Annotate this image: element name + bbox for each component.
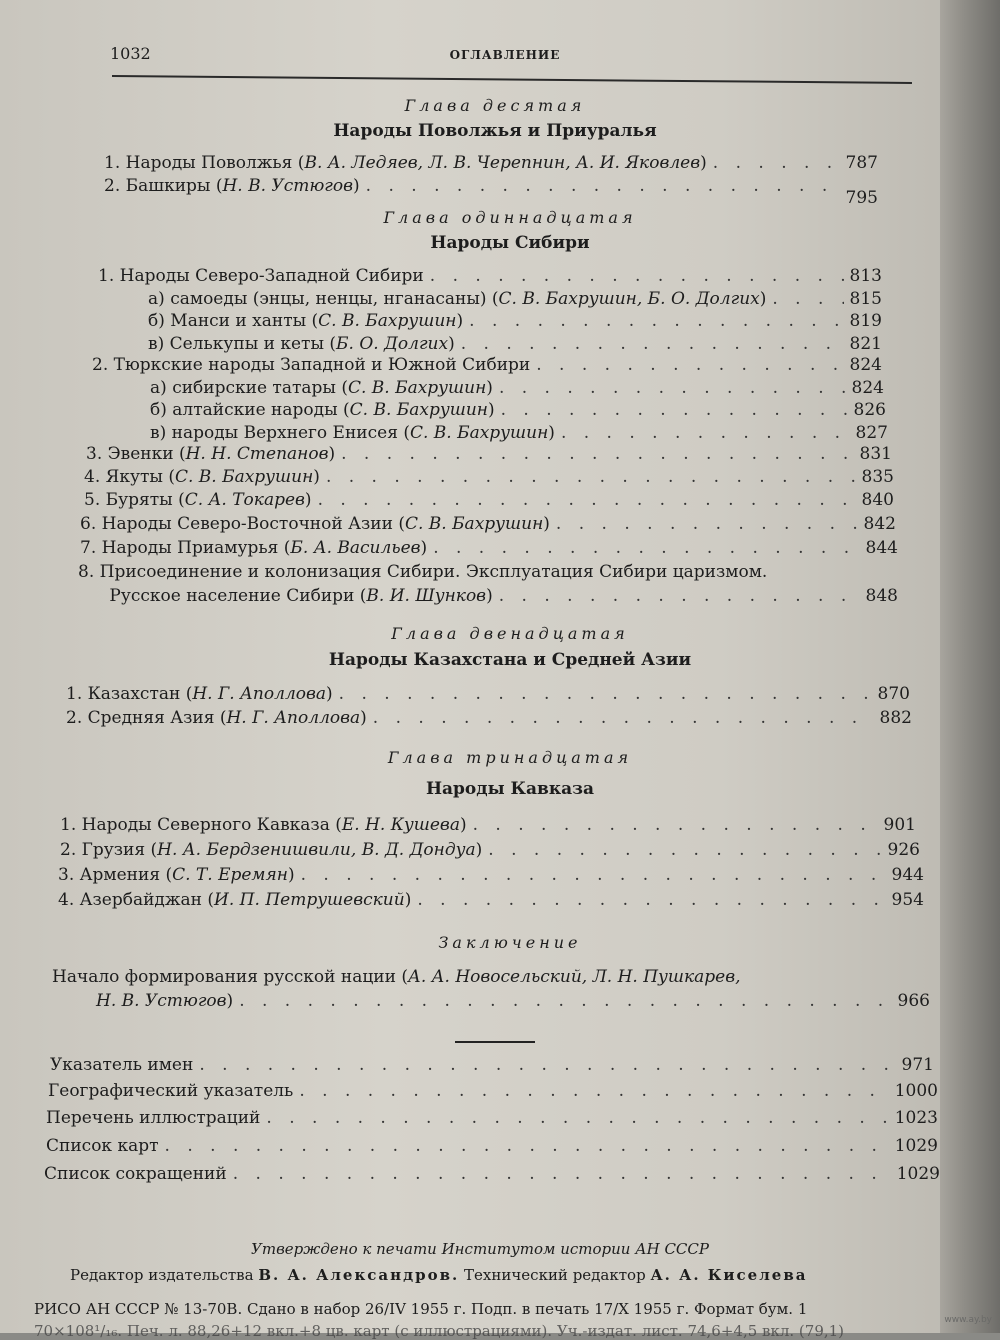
chapter-label: Заключение (300, 933, 720, 952)
entry-number: 3. (86, 444, 102, 464)
entry-paren: ) (760, 289, 767, 309)
entry-number: 4. (58, 890, 74, 910)
entry-paren: ) (543, 514, 550, 534)
chapter-label: Глава десятая (300, 96, 690, 115)
entry-title: самоеды (энцы, ненцы, нганасаны) ( (170, 289, 498, 309)
leader-dots (301, 865, 886, 885)
entry-title: Армения ( (80, 865, 172, 885)
toc-entry (150, 400, 886, 422)
entry-paren: ) (313, 467, 320, 487)
entry-title: Народы Поволжья ( (126, 153, 305, 173)
entry-title: Присоединение и колонизация Сибири. Эксплуатация Сибири царизмом. (100, 562, 768, 582)
toc-entry (84, 490, 894, 512)
entry-author: Б. О. Долгих (336, 334, 448, 354)
entry-number: 5. (84, 490, 100, 510)
entry-author: Н. Г. Аполлова (226, 708, 360, 728)
entry-author: С. В. Бахрушин (410, 423, 548, 443)
toc-entry (84, 467, 894, 489)
toc-entry (86, 444, 892, 466)
entry-paren: ) (360, 708, 367, 728)
toc-entry (66, 684, 910, 706)
leader-dots (501, 400, 848, 420)
toc-entry (104, 153, 878, 175)
leader-dots (341, 444, 853, 464)
leader-dots (239, 991, 891, 1011)
entry-title: Тюркские народы Западной и Южной Сибири (114, 355, 531, 375)
entry-paren: ) (548, 423, 555, 443)
leader-dots (339, 684, 872, 704)
toc-entry (80, 514, 896, 536)
leader-dots (461, 334, 844, 354)
entry-page: 1000 (895, 1081, 938, 1101)
leader-dots (536, 355, 843, 375)
entry-author: С. В. Бахрушин (405, 514, 543, 534)
entry-author: С. А. Токарев (185, 490, 305, 510)
entry-title: Народы Северо-Западной Сибири (120, 266, 424, 286)
toc-entry (92, 355, 882, 377)
index-entry (46, 1108, 938, 1130)
index-title: Список карт (46, 1136, 159, 1156)
leader-dots (430, 266, 844, 286)
entry-number: 6. (80, 514, 96, 534)
entry-paren: ) (486, 378, 493, 398)
entry-page: 795 (846, 188, 878, 208)
entry-title: Селькупы и кеты ( (170, 334, 336, 354)
entry-paren: ) (476, 840, 483, 860)
leader-dots (499, 586, 860, 606)
imprint-line-2: 70×108¹/₁₆. Печ. л. 88,26+12 вкл.+8 цв. карт (с иллюстрациями). Уч.-издат. лист. 74,6+4,5 вкл. (79,1) (34, 1322, 844, 1340)
section-divider (455, 1041, 535, 1043)
entry-page: 787 (846, 153, 878, 173)
chapter-title: Народы Поволжья и Приуралья (300, 121, 690, 141)
entry-number: в) (150, 423, 166, 443)
entry-page: 815 (850, 289, 882, 309)
conclusion-author: Н. В. Устюгов (96, 991, 227, 1011)
entry-number: 1. (66, 684, 82, 704)
entry-number: 2. (66, 708, 82, 728)
entry-page: 827 (856, 423, 888, 443)
editor-name: В. А. Александров. (258, 1266, 459, 1284)
tech-editor-prefix: Технический редактор (464, 1266, 646, 1284)
leader-dots (165, 1136, 889, 1156)
entry-number: в) (148, 334, 164, 354)
toc-entry (66, 708, 912, 730)
entry-author: С. В. Бахрушин (350, 400, 488, 420)
entry-page: 1029 (897, 1164, 940, 1184)
imprint-line: РИСО АН СССР № 13-70В. Сдано в набор 26/IV 1955 г. Подп. в печать 17/X 1955 г. Формат бум. 1 (34, 1300, 807, 1318)
leader-dots (299, 1081, 888, 1101)
entry-paren: ) (326, 684, 333, 704)
entry-paren: ) (457, 311, 464, 331)
entry-number: 4. (84, 467, 100, 487)
chapter-label: Глава тринадцатая (300, 748, 720, 767)
entry-author: И. П. Петрушевский (214, 890, 405, 910)
index-title: Географический указатель (48, 1081, 293, 1101)
entry-number: б) (148, 311, 165, 331)
toc-entry (60, 815, 916, 837)
conclusion-line-2 (96, 991, 930, 1013)
entry-paren: ) (421, 538, 428, 558)
index-title: Список сокращений (44, 1164, 227, 1184)
chapter-label: Глава одиннадцатая (300, 208, 720, 227)
running-head-title: ОГЛАВЛЕНИЕ (110, 48, 900, 62)
entry-paren: ) (700, 153, 707, 173)
entry-page: 821 (850, 334, 882, 354)
toc-entry (78, 562, 898, 584)
entry-title: Средняя Азия ( (88, 708, 227, 728)
entry-title: Буряты ( (106, 490, 185, 510)
index-entry (50, 1055, 934, 1077)
toc-entry (150, 423, 888, 445)
leader-dots (713, 153, 840, 173)
page-edge-shadow (940, 0, 1000, 1333)
watermark: www.ay.by (944, 1315, 992, 1325)
entry-paren: ) (305, 490, 312, 510)
entry-number: а) (148, 289, 165, 309)
entry-page: 882 (880, 708, 912, 728)
leader-dots (469, 311, 843, 331)
entry-page: 824 (852, 378, 884, 398)
entry-title: Русское население Сибири ( (109, 586, 366, 606)
entry-paren: ) (448, 334, 455, 354)
entry-title: алтайские народы ( (172, 400, 349, 420)
chapter-title: Народы Казахстана и Средней Азии (270, 650, 750, 670)
entry-title: Народы Северного Кавказа ( (82, 815, 342, 835)
entry-number: а) (150, 378, 167, 398)
entry-page: 844 (866, 538, 898, 558)
entry-page: 1029 (895, 1136, 938, 1156)
leader-dots (318, 490, 856, 510)
toc-entry (104, 176, 878, 198)
entry-author: С. В. Бахрушин (175, 467, 313, 487)
entry-page: 813 (850, 266, 882, 286)
entry-number: 2. (92, 355, 108, 375)
conclusion-title: Начало формирования русской нации ( (52, 967, 408, 987)
index-entry (44, 1164, 940, 1186)
entry-paren: ) (328, 444, 335, 464)
entry-paren: ) (460, 815, 467, 835)
toc-entry (148, 289, 882, 311)
conclusion-line-1 (52, 967, 741, 987)
toc-entry (60, 840, 920, 862)
leader-dots (561, 423, 850, 443)
entry-number: б) (150, 400, 167, 420)
entry-number: 7. (80, 538, 96, 558)
entry-page: 842 (864, 514, 896, 534)
leader-dots (417, 890, 885, 910)
leader-dots (488, 840, 881, 860)
entry-page: 831 (860, 444, 892, 464)
entry-author: В. А. Ледяев, Л. В. Черепнин, А. И. Яковлев (304, 153, 700, 173)
leader-dots (233, 1164, 891, 1184)
entry-page: 870 (878, 684, 910, 704)
entry-title: Азербайджан ( (80, 890, 214, 910)
entry-paren: ) (486, 586, 493, 606)
entry-paren: ) (227, 991, 234, 1011)
entry-page: 848 (866, 586, 898, 606)
entry-paren: ) (405, 890, 412, 910)
entry-author: Б. А. Васильев (290, 538, 420, 558)
running-head (110, 44, 900, 70)
chapter-title: Народы Кавказа (300, 779, 720, 799)
entry-paren: ) (488, 400, 495, 420)
entry-author: С. В. Бахрушин, Б. О. Долгих (499, 289, 760, 309)
chapter-title: Народы Сибири (300, 233, 720, 253)
entry-page: 819 (850, 311, 882, 331)
editor-prefix: Редактор издательства (70, 1266, 254, 1284)
entry-page: 835 (862, 467, 894, 487)
page-number: 1032 (110, 44, 151, 63)
entry-author: С. Т. Еремян (172, 865, 288, 885)
leader-dots (556, 514, 858, 534)
entry-paren: ) (288, 865, 295, 885)
entry-page: 824 (850, 355, 882, 375)
entry-number: 1. (104, 153, 120, 173)
leader-dots (199, 1055, 895, 1075)
toc-entry (150, 378, 884, 400)
entry-title: сибирские татары ( (172, 378, 348, 398)
entry-page: 901 (884, 815, 916, 835)
entry-title: Эвенки ( (108, 444, 186, 464)
entry-author: Н. Н. Степанов (186, 444, 329, 464)
entry-author: В. И. Шунков (366, 586, 486, 606)
entry-page: 840 (862, 490, 894, 510)
entry-author: С. В. Бахрушин (348, 378, 486, 398)
entry-page: 954 (892, 890, 924, 910)
leader-dots (266, 1108, 888, 1128)
entry-number: 1. (60, 815, 76, 835)
entry-number: 2. (60, 840, 76, 860)
conclusion-authors: А. А. Новосельский, Л. Н. Пушкарев, (408, 967, 741, 987)
leader-dots (772, 289, 843, 309)
tech-editor-name: А. А. Киселева (650, 1266, 807, 1284)
leader-dots (373, 708, 874, 728)
entry-number: 3. (58, 865, 74, 885)
leader-dots (499, 378, 846, 398)
toc-entry (148, 334, 882, 356)
entry-author: Е. Н. Кушева (342, 815, 460, 835)
index-entry (48, 1081, 938, 1103)
entry-page: 966 (898, 991, 930, 1011)
entry-author: Н. А. Бердзенишвили, В. Д. Дондуа (157, 840, 475, 860)
toc-entry (58, 890, 924, 912)
index-title: Перечень иллюстраций (46, 1108, 260, 1128)
entry-number: 1. (98, 266, 114, 286)
entry-title: народы Верхнего Енисея ( (172, 423, 410, 443)
entry-title: Народы Приамурья ( (102, 538, 291, 558)
entry-title: Народы Северо-Восточной Азии ( (102, 514, 405, 534)
entry-number: 8. (78, 562, 94, 582)
index-title: Указатель имен (50, 1055, 193, 1075)
entry-number: 2. (104, 176, 120, 196)
entry-page: 971 (902, 1055, 934, 1075)
entry-author: Н. Г. Аполлова (192, 684, 326, 704)
leader-dots (473, 815, 878, 835)
toc-entry (58, 865, 924, 887)
entry-author: С. В. Бахрушин (318, 311, 456, 331)
leader-dots (366, 176, 840, 196)
entry-title: Манси и ханты ( (170, 311, 318, 331)
approval-note: Утверждено к печати Институтом истории АН СССР (0, 1240, 960, 1258)
toc-entry (148, 311, 882, 333)
index-entry (46, 1136, 938, 1158)
editors-line (70, 1266, 807, 1284)
entry-title: Грузия ( (82, 840, 158, 860)
chapter-label: Глава двенадцатая (300, 624, 720, 643)
entry-title: Казахстан ( (88, 684, 193, 704)
leader-dots (326, 467, 856, 487)
leader-dots (433, 538, 859, 558)
entry-page: 926 (888, 840, 920, 860)
entry-title: Якуты ( (106, 467, 175, 487)
entry-paren: ) (353, 176, 360, 196)
entry-page: 1023 (895, 1108, 938, 1128)
toc-entry (80, 538, 898, 560)
entry-page: 826 (854, 400, 886, 420)
toc-entry (98, 266, 882, 288)
entry-author: Н. В. Устюгов (222, 176, 353, 196)
entry-title: Башкиры ( (126, 176, 223, 196)
toc-entry (104, 586, 898, 608)
entry-page: 944 (892, 865, 924, 885)
